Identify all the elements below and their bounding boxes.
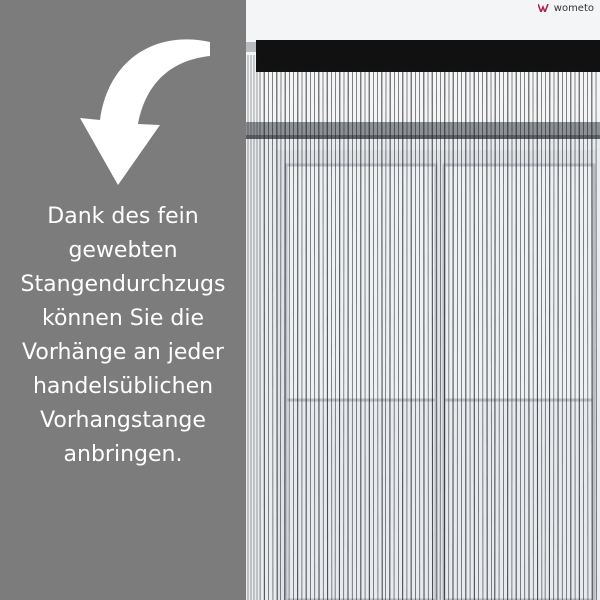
- caption-text: [0, 200, 246, 472]
- caption-line: handelsüblichen: [32, 374, 214, 399]
- curtain-string: [281, 70, 282, 600]
- caption-line: können Sie die: [42, 306, 204, 331]
- brand-mark-icon: [538, 4, 552, 12]
- caption-line: anbringen.: [63, 442, 183, 467]
- caption-line: Stangendurchzugs: [20, 272, 226, 297]
- caption-line: Dank des fein: [47, 204, 199, 229]
- curtain-string: [491, 70, 492, 600]
- brand-logo: [538, 0, 594, 16]
- info-panel: [0, 0, 246, 600]
- caption-line: gewebten: [68, 238, 178, 263]
- brand-name: wometo: [553, 2, 594, 14]
- caption-line: Vorhänge an jeder: [22, 340, 224, 365]
- curtain-string: [386, 70, 387, 600]
- caption-line: Vorhangstange: [40, 408, 206, 433]
- curved-arrow-down-icon: [60, 20, 230, 195]
- curtain-string: [596, 70, 597, 600]
- curtain-photo: [246, 0, 600, 600]
